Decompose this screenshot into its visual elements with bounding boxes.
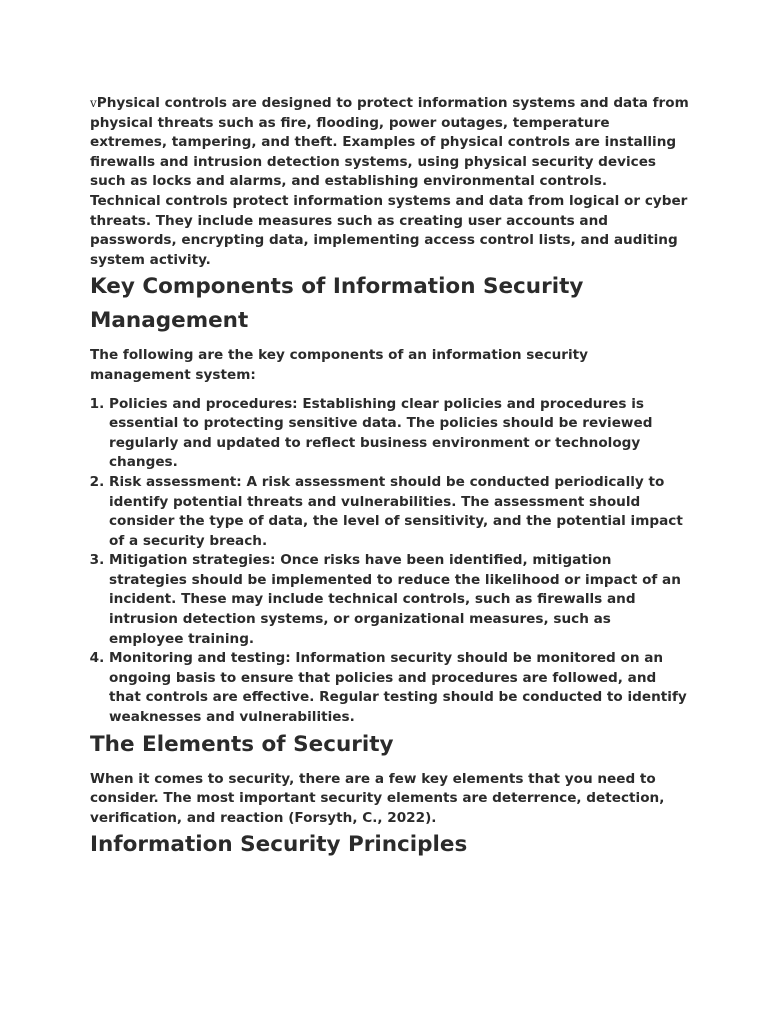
physical-controls-text: Physical controls are designed to protect information systems and data from physical threats such as fire, flooding, power outages, temperature extremes, tampering, and theft. Examples of physical controls are installing firewalls and intrusion detection systems, using physical security devices such as locks and alarms, and establishing environmental controls. (90, 95, 689, 190)
list-item-monitoring: 4. Monitoring and testing: Information security should be monitored on an ongoing basis to ensure that policies and procedures are followed, and that controls are effective. Regular testing should be conducted to identify weaknesses and vulnerabilities. (109, 649, 690, 727)
bullet-glyph: v (90, 96, 97, 110)
physical-controls-paragraph (90, 94, 690, 192)
elements-of-security-paragraph: When it comes to security, there are a few key elements that you need to consider. The most important security elements are deterrence, detection, verification, and reaction (Forsyth, C., 2022). (90, 770, 665, 826)
technical-controls-paragraph: Technical controls protect information systems and data from logical or cyber threats. They include measures such as creating user accounts and passwords, encrypting data, implementing access control lists, and auditing system activity. (90, 192, 688, 268)
list-item-risk-assessment: 2. Risk assessment: A risk assessment should be conducted periodically to identify potential threats and vulnerabilities. The assessment should consider the type of data, the level of sensitivity, and the potential impact of a security breach. (109, 473, 690, 551)
list-item-policies: 1. Policies and procedures: Establishing clear policies and procedures is essential to protecting sensitive data. The policies should be reviewed regularly and updated to reflect business environment or technology changes. (109, 395, 690, 473)
key-components-intro: The following are the key components of an information security management system: (90, 347, 589, 383)
list-item-mitigation: 3. Mitigation strategies: Once risks have been identified, mitigation strategies should be implemented to reduce the likelihood or impact of an incident. These may include technical controls, such as firewalls and intrusion detection systems, or organizational measures, such as employee training. (109, 551, 690, 649)
key-components-heading: Key Components of Information Security Management (90, 274, 584, 334)
security-principles-heading: Information Security Principles (90, 832, 468, 858)
key-components-list (90, 395, 690, 728)
elements-of-security-heading: The Elements of Security (90, 731, 394, 757)
document-page (90, 94, 690, 862)
